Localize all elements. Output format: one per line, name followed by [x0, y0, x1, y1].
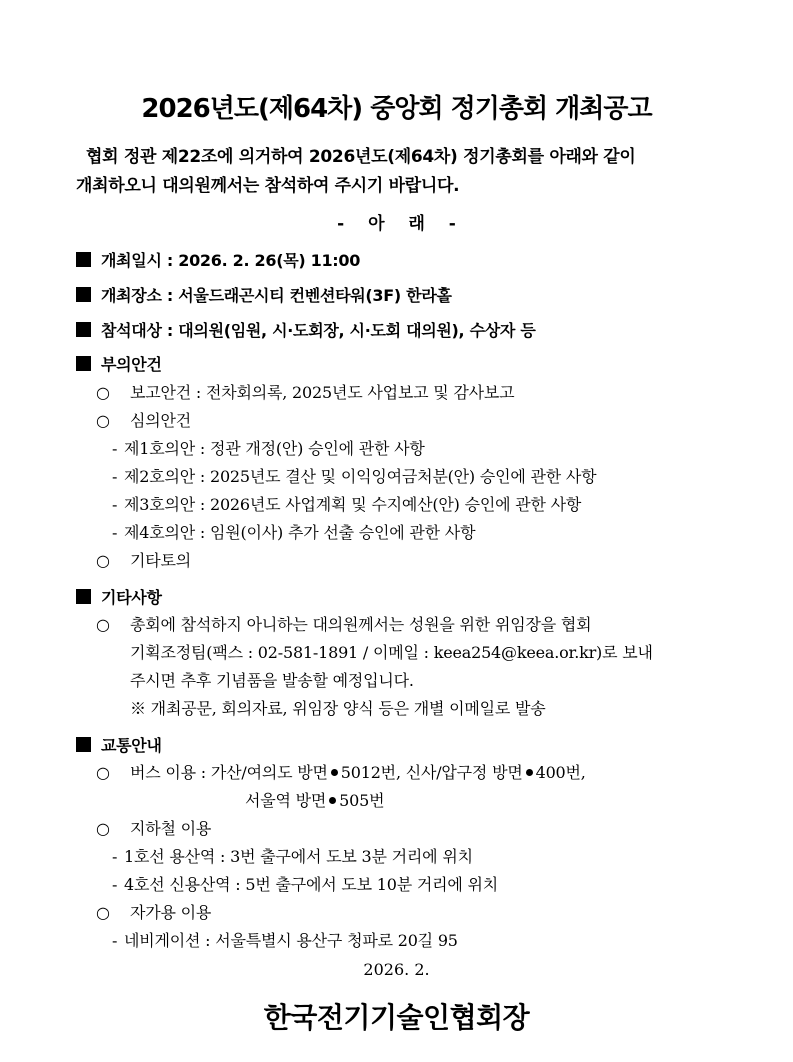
transport-heading: [76, 733, 162, 756]
intro-line-2: 개최하오니 대의원께서는 참석하여 주시기 바랍니다.: [76, 176, 460, 196]
dash-marker: -: [112, 495, 118, 514]
agenda-other-text: 기타토의: [130, 551, 192, 570]
square-bullet-icon: [76, 322, 91, 337]
transport-subway: [96, 816, 211, 839]
venue-text: 개최장소 : 서울드래곤시티 컨벤션타워(3F) 한라홀: [101, 286, 452, 305]
agenda-item-text: 제1호의안 : 정관 개정(안) 승인에 관한 사항: [124, 439, 425, 458]
intro-line-1: 협회 정관 제22조에 의거하여 2026년도(제64차) 정기총회를 아래와 같이: [86, 147, 636, 167]
bus-route: 신사/압구정 방면: [405, 763, 523, 782]
datetime-text: 개최일시 : 2026. 2. 26(목) 11:00: [101, 251, 361, 270]
square-bullet-icon: [76, 252, 91, 267]
transport-bus-cont: [245, 788, 384, 811]
misc-heading-text: 기타사항: [101, 588, 162, 607]
agenda-other: [96, 548, 191, 571]
transport-bus: [96, 760, 586, 783]
circle-bullet-icon: ○: [96, 903, 110, 922]
subway-item: [112, 844, 473, 867]
document-title: 2026년도(제64차) 중앙회 정기총회 개최공고: [141, 94, 652, 124]
car-item: [112, 928, 458, 951]
car-item-text: 네비게이션 : 서울특별시 용산구 청파로 20길 95: [124, 931, 458, 950]
agenda-report: [96, 380, 514, 403]
agenda-deliberation-text: 심의안건: [130, 411, 192, 430]
agenda-heading-text: 부의안건: [101, 355, 162, 374]
bus-route: 가산/여의도 방면: [210, 763, 328, 782]
bullet-dot-icon: [331, 769, 338, 776]
dash-marker: -: [112, 439, 118, 458]
agenda-deliberation: [96, 408, 191, 431]
circle-bullet-icon: ○: [96, 411, 110, 430]
intro-paragraph: [76, 143, 726, 201]
bus-number: 5012번,: [340, 763, 401, 782]
dash-marker: -: [112, 523, 118, 542]
dash-marker: -: [112, 931, 118, 950]
organization-signature: 한국전기기술인협회장: [263, 1001, 530, 1034]
subway-item-text: 4호선 신용산역 : 5번 출구에서 도보 10분 거리에 위치: [124, 875, 499, 894]
dash-marker: -: [112, 467, 118, 486]
square-bullet-icon: [76, 589, 91, 604]
misc-line-3: 주시면 추후 기념품을 발송할 예정입니다.: [130, 671, 414, 690]
bus-number: 400번,: [535, 763, 586, 782]
are-heading: - 아 래 -: [337, 214, 456, 234]
agenda-item-text: 제4호의안 : 임원(이사) 추가 선출 승인에 관한 사항: [124, 523, 476, 542]
square-bullet-icon: [76, 737, 91, 752]
circle-bullet-icon: ○: [96, 763, 110, 782]
agenda-report-text: 보고안건 : 전차회의록, 2025년도 사업보고 및 감사보고: [130, 383, 515, 402]
bus-number: 505번: [339, 791, 385, 810]
agenda-item-text: 제3호의안 : 2026년도 사업계획 및 수지예산(안) 승인에 관한 사항: [124, 495, 582, 514]
circle-bullet-icon: ○: [96, 383, 110, 402]
agenda-item: [112, 520, 475, 543]
subway-text: 지하철 이용: [130, 819, 212, 838]
agenda-item: [112, 436, 425, 459]
misc-line-1-text: 총회에 참석하지 아니하는 대의원께서는 성원을 위한 위임장을 협회: [130, 615, 592, 634]
bullet-dot-icon: [329, 797, 336, 804]
agenda-item: [112, 492, 581, 515]
misc-heading: [76, 585, 162, 608]
misc-line-1: [96, 612, 591, 635]
agenda-heading: [76, 352, 162, 375]
schedule-datetime: [76, 248, 360, 271]
agenda-item: [112, 464, 596, 487]
circle-bullet-icon: ○: [96, 819, 110, 838]
square-bullet-icon: [76, 287, 91, 302]
bullet-dot-icon: [526, 769, 533, 776]
subway-item: [112, 872, 498, 895]
subway-item-text: 1호선 용산역 : 3번 출구에서 도보 3분 거리에 위치: [124, 847, 473, 866]
square-bullet-icon: [76, 356, 91, 371]
transport-heading-text: 교통안내: [101, 736, 162, 755]
misc-note: ※ 개최공문, 회의자료, 위임장 양식 등은 개별 이메일로 발송: [130, 699, 546, 718]
dash-marker: -: [112, 875, 118, 894]
circle-bullet-icon: ○: [96, 615, 110, 634]
agenda-item-text: 제2호의안 : 2025년도 결산 및 이익잉여금처분(안) 승인에 관한 사항: [124, 467, 597, 486]
misc-line-2: 기획조정팀(팩스 : 02-581-1891 / 이메일 : keea254@keea.or.kr)로 보내: [130, 643, 653, 662]
schedule-venue: [76, 283, 452, 306]
notice-date: 2026. 2.: [363, 960, 430, 979]
bus-label: 버스 이용 :: [130, 763, 206, 782]
schedule-attendees: [76, 318, 536, 341]
circle-bullet-icon: ○: [96, 551, 110, 570]
attendees-text: 참석대상 : 대의원(임원, 시·도회장, 시·도회 대의원), 수상자 등: [101, 321, 536, 340]
dash-marker: -: [112, 847, 118, 866]
transport-car: [96, 900, 211, 923]
bus-route: 서울역 방면: [245, 791, 327, 810]
car-text: 자가용 이용: [130, 903, 212, 922]
